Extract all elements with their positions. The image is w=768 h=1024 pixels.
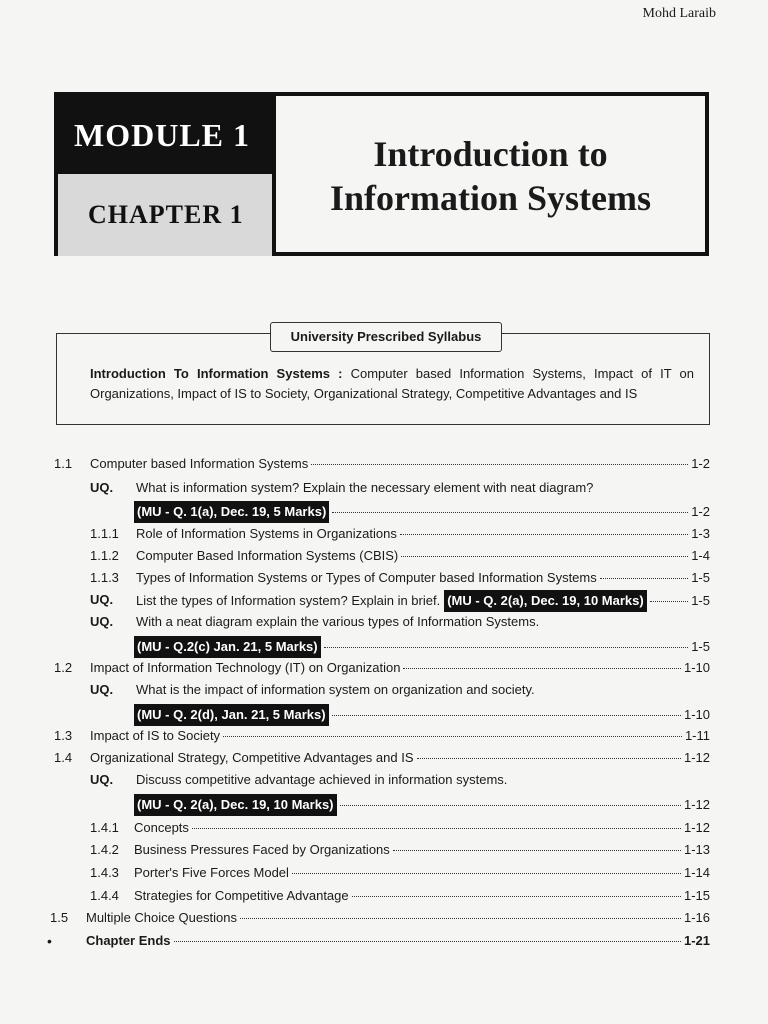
syllabus-text xyxy=(90,364,694,404)
toc-number: 1.2 xyxy=(54,660,73,675)
toc-page: 1-5 xyxy=(691,593,710,608)
toc-page: 1-3 xyxy=(691,526,710,541)
exam-tag: (MU - Q.2(c) Jan. 21, 5 Marks) xyxy=(134,636,321,658)
toc-page: 1-21 xyxy=(683,933,710,948)
chapter-header xyxy=(54,92,709,256)
leader-dots xyxy=(332,715,681,716)
toc-row[interactable] xyxy=(0,454,768,474)
toc-row[interactable] xyxy=(0,908,768,928)
chapter-title xyxy=(276,96,705,256)
toc-number: 1.5 xyxy=(50,910,69,925)
toc-page: 1-12 xyxy=(683,797,710,812)
toc-page: 1-12 xyxy=(683,750,710,765)
toc-row xyxy=(0,680,768,700)
exam-tag: (MU - Q. 2(a), Dec. 19, 10 Marks) xyxy=(444,590,647,612)
toc-row[interactable] xyxy=(0,931,768,951)
toc-title: Business Pressures Faced by Organizations xyxy=(134,842,390,857)
toc-number: 1.1.2 xyxy=(90,548,119,563)
toc-page: 1-11 xyxy=(684,728,710,743)
toc-page: 1-4 xyxy=(691,548,710,563)
toc-row[interactable] xyxy=(0,818,768,838)
leader-dots xyxy=(292,873,681,874)
toc-page: 1-5 xyxy=(691,570,710,585)
toc-row xyxy=(0,478,768,498)
module-label: MODULE 1 xyxy=(58,96,274,174)
toc-number: 1.4.4 xyxy=(90,888,119,903)
toc-number: 1.3 xyxy=(54,728,73,743)
leader-dots xyxy=(340,805,681,806)
syllabus-heading: Introduction To Information Systems : xyxy=(90,366,343,381)
toc-page: 1-10 xyxy=(683,660,710,675)
toc-row[interactable] xyxy=(0,568,768,588)
toc-number: 1.1 xyxy=(54,456,73,471)
leader-dots xyxy=(174,941,681,942)
toc-title: Concepts xyxy=(134,820,189,835)
chapter-title-line2: Information Systems xyxy=(330,178,651,218)
uq-question: List the types of Information system? Explain in brief. xyxy=(136,593,441,608)
leader-dots xyxy=(600,578,688,579)
toc-page: 1-2 xyxy=(691,456,710,471)
leader-dots xyxy=(332,512,688,513)
syllabus-body: Computer based Information Systems, Impact of IT on Organizations, Impact of IS to Society, Organizational Strategy, Competitive Advantages and IS xyxy=(90,366,694,401)
toc-row[interactable] xyxy=(0,524,768,544)
toc-title: Strategies for Competitive Advantage xyxy=(134,888,349,903)
toc-page: 1-10 xyxy=(683,707,710,722)
leader-dots xyxy=(240,918,681,919)
exam-tag: (MU - Q. 2(d), Jan. 21, 5 Marks) xyxy=(134,704,329,726)
toc-title: Multiple Choice Questions xyxy=(86,910,238,925)
toc-row[interactable] xyxy=(0,726,768,746)
toc-number: 1.4.2 xyxy=(90,842,119,857)
toc-row[interactable] xyxy=(0,658,768,678)
toc-title: Role of Information Systems in Organizations xyxy=(136,526,397,541)
uq-question: What is information system? Explain the necessary element with neat diagram? xyxy=(136,480,594,495)
toc-row[interactable] xyxy=(0,886,768,906)
leader-dots xyxy=(393,850,681,851)
leader-dots xyxy=(417,758,681,759)
chapter-title-line1: Introduction to xyxy=(373,134,608,174)
toc-number: 1.4.3 xyxy=(90,865,119,880)
toc-page: 1-15 xyxy=(683,888,710,903)
bullet-icon: • xyxy=(47,933,52,949)
leader-dots xyxy=(324,647,689,648)
toc-title: Computer Based Information Systems (CBIS) xyxy=(136,548,399,563)
toc-page: 1-12 xyxy=(683,820,710,835)
toc-title: Porter's Five Forces Model xyxy=(134,865,289,880)
chapter-label: CHAPTER 1 xyxy=(58,174,274,256)
uq-label: UQ. xyxy=(90,772,114,787)
toc-title: Chapter Ends xyxy=(86,933,171,948)
toc-row xyxy=(0,636,768,656)
uq-question: With a neat diagram explain the various types of Information Systems. xyxy=(136,614,540,629)
uq-question: Discuss competitive advantage achieved in information systems. xyxy=(136,772,508,787)
leader-dots xyxy=(223,736,682,737)
uq-label: UQ. xyxy=(90,592,114,607)
toc-number: 1.4.1 xyxy=(90,820,119,835)
exam-tag: (MU - Q. 2(a), Dec. 19, 10 Marks) xyxy=(134,794,337,816)
uq-label: UQ. xyxy=(90,682,114,697)
author-name: Mohd Laraib xyxy=(642,6,716,21)
toc-row[interactable] xyxy=(0,840,768,860)
leader-dots xyxy=(650,601,688,602)
toc-row[interactable] xyxy=(0,546,768,566)
toc-row xyxy=(0,612,768,632)
leader-dots xyxy=(311,464,688,465)
toc-row[interactable] xyxy=(0,863,768,883)
exam-tag: (MU - Q. 1(a), Dec. 19, 5 Marks) xyxy=(134,501,329,523)
toc-number: 1.1.3 xyxy=(90,570,119,585)
leader-dots xyxy=(400,534,688,535)
leader-dots xyxy=(403,668,680,669)
uq-label: UQ. xyxy=(90,614,114,629)
leader-dots xyxy=(352,896,681,897)
leader-dots xyxy=(192,828,681,829)
toc-page: 1-5 xyxy=(691,639,710,654)
toc-number: 1.1.1 xyxy=(90,526,119,541)
toc-title: Impact of Information Technology (IT) on Organization xyxy=(90,660,401,675)
toc-row[interactable] xyxy=(0,748,768,768)
toc-page: 1-14 xyxy=(683,865,710,880)
toc-row xyxy=(0,704,768,724)
toc-row xyxy=(0,590,768,610)
toc-page: 1-16 xyxy=(683,910,710,925)
toc-row xyxy=(0,794,768,814)
toc-row xyxy=(0,770,768,790)
toc-title: Types of Information Systems or Types of Computer based Information Systems xyxy=(136,570,597,585)
syllabus-label: University Prescribed Syllabus xyxy=(270,322,502,352)
toc-number: 1.4 xyxy=(54,750,73,765)
toc-title: Impact of IS to Society xyxy=(90,728,221,743)
uq-question: What is the impact of information system on organization and society. xyxy=(136,682,535,697)
toc-title: Computer based Information Systems xyxy=(90,456,309,471)
toc-title: Organizational Strategy, Competitive Advantages and IS xyxy=(90,750,414,765)
toc-page: 1-2 xyxy=(691,504,710,519)
toc-row xyxy=(0,501,768,521)
uq-label: UQ. xyxy=(90,480,114,495)
leader-dots xyxy=(401,556,688,557)
toc-page: 1-13 xyxy=(683,842,710,857)
